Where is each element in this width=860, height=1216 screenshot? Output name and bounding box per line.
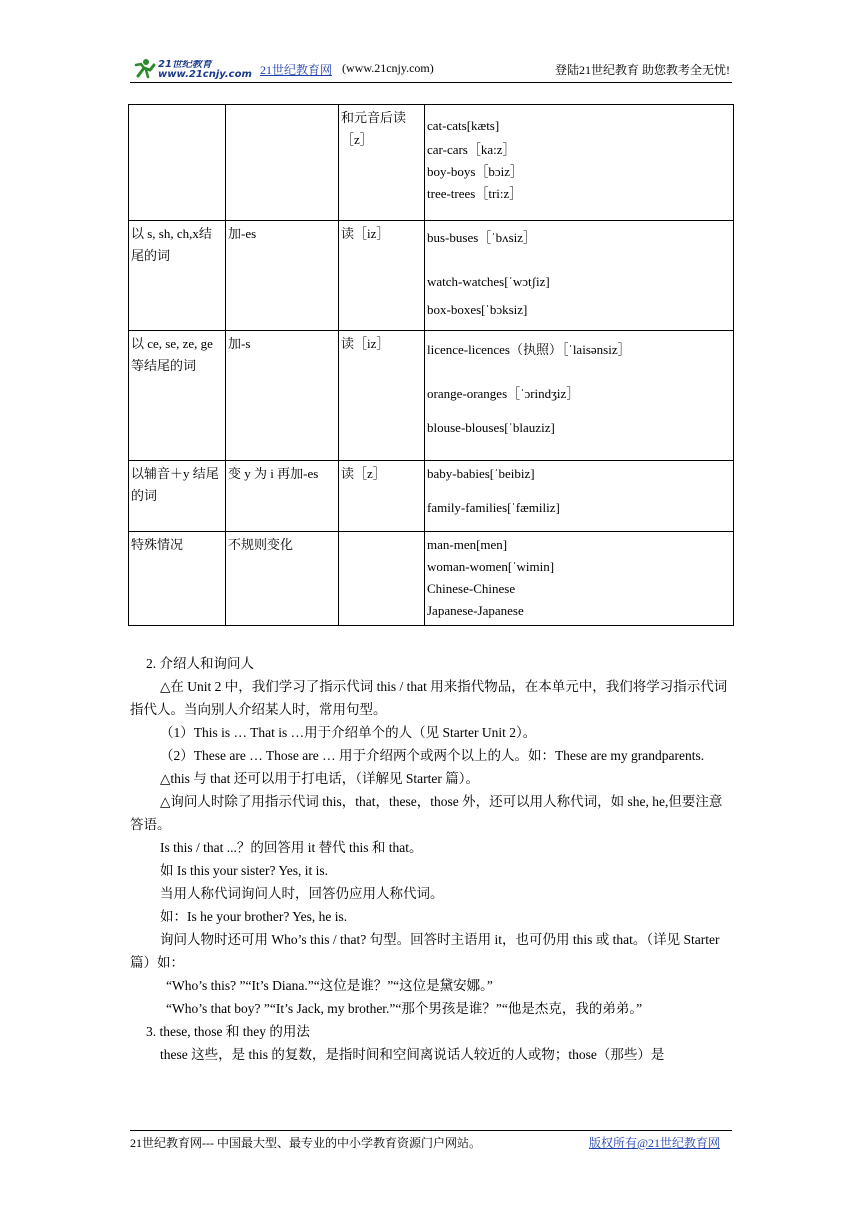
pronunciation-cell (339, 532, 425, 626)
rule-cell: 变 y 为 i 再加-es (226, 461, 339, 532)
header-slogan: 登陆21世纪教育 助您教考全无忧! (555, 63, 730, 77)
example-line: blouse-blouses[ˈblauziz] (427, 420, 555, 435)
examples-cell (425, 461, 734, 532)
example-line: bus-buses［ˈbʌsiz］ (427, 230, 537, 245)
examples-cell (425, 105, 734, 221)
example-line: licence-licences（执照）［ˈlaisənsiz］ (427, 342, 631, 357)
table-row (129, 461, 734, 532)
example-line: tree-trees［tri:z］ (427, 186, 523, 201)
footer-text: 21世纪教育网--- 中国最大型、最专业的中小学教育资源门户网站。 (130, 1136, 481, 1150)
category-cell: 以辅音＋y 结尾的词 (129, 461, 226, 532)
example-line: orange-oranges［ˈɔrindʒiz］ (427, 386, 580, 401)
paragraph: （2）These are … Those are … 用于介绍两个或两个以上的人。如：These are my grandparents. (160, 748, 705, 763)
pronunciation-cell: 和元音后读［z］ (339, 105, 425, 221)
example-line: baby-babies[ˈbeibiz] (427, 466, 535, 481)
example-line: car-cars［ka:z］ (427, 142, 516, 157)
example-line: boy-boys［bɔiz］ (427, 164, 524, 179)
paragraph: △在 Unit 2 中，我们学习了指示代词 this / that 用来指代物品，在本单元中，我们将学习指示代词指代人。当向别人介绍某人时，常用句型。 (130, 679, 728, 717)
example-line: man-men[men] (427, 537, 508, 552)
logo-text: 21世纪教育 www.21cnjy.com (158, 60, 252, 80)
paragraph: 当用人称代词询问人时，回答仍应用人称代词。 (160, 886, 444, 901)
section-heading: 2. 介绍人和询问人 (146, 656, 254, 671)
paragraph: Is this / that ...？的回答用 it 替代 this 和 that。 (160, 840, 423, 855)
example-line: watch-watches[ˈwɔtʃiz] (427, 274, 550, 289)
examples-cell (425, 221, 734, 331)
plural-rules-table (128, 104, 734, 626)
category-cell: 以 ce, se, ze, ge等结尾的词 (129, 331, 226, 461)
category-cell: 特殊情况 (129, 532, 226, 626)
category-cell (129, 105, 226, 221)
rule-cell: 加-es (226, 221, 339, 331)
example-line: family-families[ˈfæmiliz] (427, 500, 560, 515)
document-body (130, 652, 732, 1066)
rule-cell: 不规则变化 (226, 532, 339, 626)
example-line: cat-cats[kæts] (427, 118, 500, 133)
copyright-link[interactable]: 版权所有@21世纪教育网 (588, 1136, 720, 1150)
paragraph: △询问人时除了用指示代词 this，that，these，those 外，还可以用人称代词，如 she, he,但要注意答语。 (130, 794, 723, 832)
site-logo (132, 56, 252, 80)
paragraph: （1）This is … That is …用于介绍单个的人（见 Starter Unit 2）。 (160, 725, 537, 740)
paragraph: 询问人物时还可用 Who’s this / that? 句型。回答时主语用 it，也可仍用 this 或 that。（详见 Starter 篇）如： (130, 932, 720, 970)
page-header (130, 56, 732, 83)
category-cell: 以 s, sh, ch,x结尾的词 (129, 221, 226, 331)
paragraph: “Who’s that boy? ”“It’s Jack, my brother.”“那个男孩是谁？”“他是杰克，我的弟弟。” (166, 1001, 643, 1016)
pronunciation-cell: 读［iz］ (339, 221, 425, 331)
rule-cell (226, 105, 339, 221)
table-row (129, 331, 734, 461)
pronunciation-cell: 读［iz］ (339, 331, 425, 461)
table-row (129, 105, 734, 221)
example-line: Japanese-Japanese (427, 603, 524, 618)
pronunciation-cell: 读［z］ (339, 461, 425, 532)
table-row (129, 532, 734, 626)
examples-cell (425, 532, 734, 626)
example-line: woman-women[ˈwimin] (427, 559, 555, 574)
example-line: box-boxes[ˈbɔksiz] (427, 302, 528, 317)
section-heading: 3. these, those 和 they 的用法 (146, 1024, 310, 1039)
page-footer (130, 1130, 732, 1150)
paragraph: 如 Is this your sister? Yes, it is. (160, 863, 329, 878)
table-row (129, 221, 734, 331)
examples-cell (425, 331, 734, 461)
paragraph: these 这些，是 this 的复数，是指时间和空间离说话人较近的人或物；those（那些）是 (160, 1047, 665, 1062)
site-link[interactable]: 21世纪教育网 (260, 63, 333, 77)
paragraph: 如：Is he your brother? Yes, he is. (160, 909, 348, 924)
paragraph: △this 与 that 还可以用于打电话，（详解见 Starter 篇）。 (160, 771, 479, 786)
rule-cell: 加-s (226, 331, 339, 461)
example-line: Chinese-Chinese (427, 581, 516, 596)
paragraph: “Who’s this? ”“It’s Diana.”“这位是谁？”“这位是黛安娜。” (166, 978, 493, 993)
site-url: (www.21cnjy.com) (342, 61, 434, 75)
